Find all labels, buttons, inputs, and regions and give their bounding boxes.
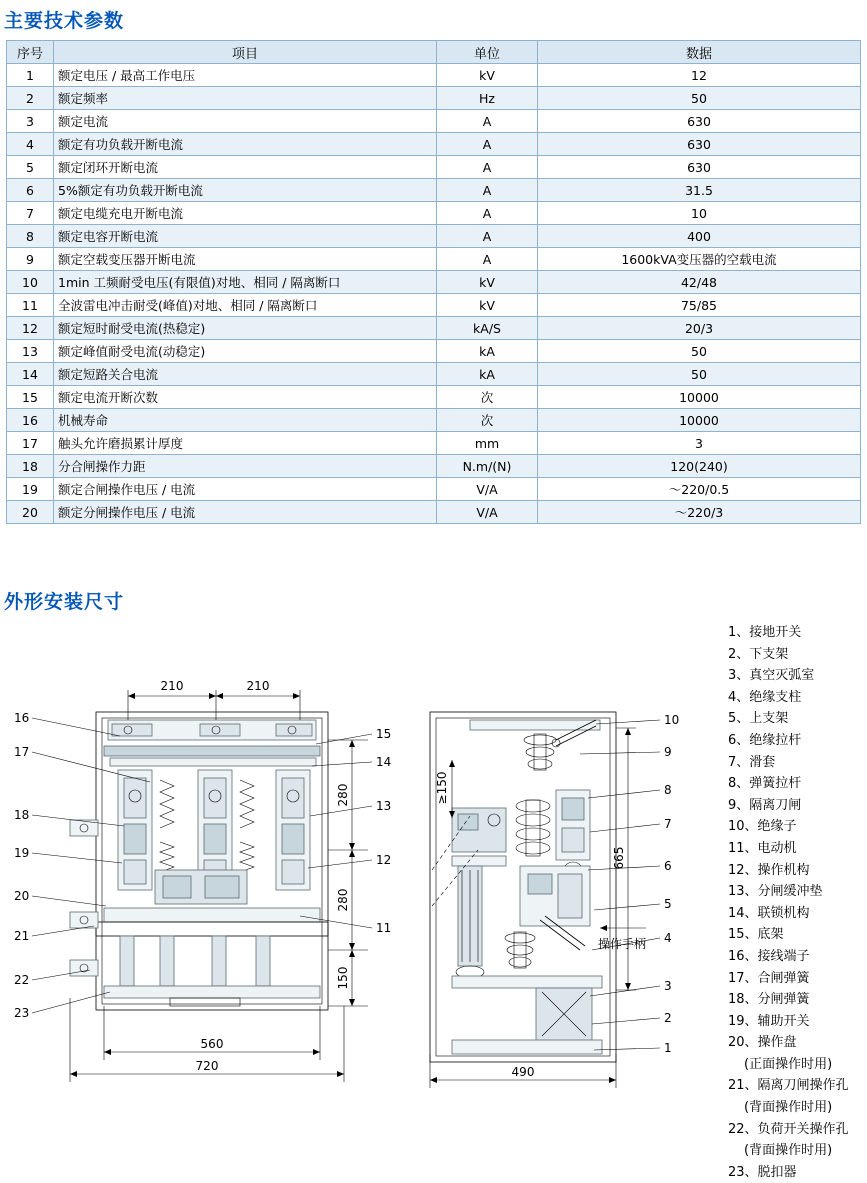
cell-data: 10000	[538, 386, 861, 409]
column-header-data: 数据	[538, 41, 861, 64]
cell-unit: A	[437, 156, 538, 179]
dim-side-width: 490	[511, 1065, 535, 1079]
callout-12: 12	[376, 853, 392, 867]
cell-no: 1	[7, 64, 54, 87]
table-header-row	[7, 41, 861, 64]
legend-item: 3、真空灭弧室	[728, 668, 815, 684]
cell-data: 630	[538, 110, 861, 133]
dim-top-left: 210	[160, 679, 184, 693]
table-row	[7, 409, 861, 432]
legend-item: 10、绝缘子	[728, 819, 797, 835]
cell-data: 1600kVA变压器的空载电流	[538, 248, 861, 271]
cell-item: 额定合闸操作电压 / 电流	[54, 478, 437, 501]
cell-unit: V/A	[437, 478, 538, 501]
dim-right-280-upper: 280	[336, 783, 350, 807]
dim-side-height: 665	[612, 846, 626, 870]
cell-data: 31.5	[538, 179, 861, 202]
callout-11: 11	[376, 921, 392, 935]
legend-list	[728, 622, 867, 1183]
cell-no: 20	[7, 501, 54, 524]
cell-data: 630	[538, 156, 861, 179]
legend-item: 6、绝缘拉杆	[728, 732, 802, 748]
callout-19: 19	[14, 846, 30, 860]
cell-data: 50	[538, 363, 861, 386]
legend-item: 4、绝缘支柱	[728, 689, 802, 705]
table-row	[7, 156, 861, 179]
table-row	[7, 179, 861, 202]
cell-no: 2	[7, 87, 54, 110]
callout-5: 5	[664, 897, 672, 911]
callout-7: 7	[664, 817, 672, 831]
legend-item: 14、联锁机构	[728, 905, 810, 921]
outline-dimension-drawing	[0, 620, 730, 1173]
table-row	[7, 363, 861, 386]
cell-item: 额定闭环开断电流	[54, 156, 437, 179]
callout-13: 13	[376, 799, 392, 813]
legend-item: 18、分闸弹簧	[728, 992, 810, 1008]
legend-item: 16、接线端子	[728, 948, 810, 964]
legend-item: 19、辅助开关	[728, 1013, 810, 1029]
cell-data: 50	[538, 340, 861, 363]
spec-table	[6, 40, 861, 524]
cell-no: 8	[7, 225, 54, 248]
cell-unit: A	[437, 248, 538, 271]
table-row	[7, 317, 861, 340]
cell-no: 10	[7, 271, 54, 294]
cell-data: 50	[538, 87, 861, 110]
cell-data: 〜220/3	[538, 501, 861, 524]
cell-no: 16	[7, 409, 54, 432]
cell-unit: kV	[437, 64, 538, 87]
legend-item-note: (背面操作时用)	[744, 1143, 833, 1159]
cell-item: 额定电流	[54, 110, 437, 133]
cell-unit: V/A	[437, 501, 538, 524]
callout-1: 1	[664, 1041, 672, 1055]
legend-item: 20、操作盘	[728, 1035, 797, 1051]
cell-data: 120(240)	[538, 455, 861, 478]
cell-item: 额定频率	[54, 87, 437, 110]
cell-no: 4	[7, 133, 54, 156]
table-row	[7, 202, 861, 225]
legend-item-note: (正面操作时用)	[744, 1056, 833, 1072]
table-row	[7, 64, 861, 87]
handle-label: 操作手柄	[597, 937, 647, 951]
callout-3: 3	[664, 979, 672, 993]
cell-item: 1min 工频耐受电压(有限值)对地、相同 / 隔离断口	[54, 271, 437, 294]
legend-item-note: (背面操作时用)	[744, 1100, 833, 1116]
callout-9: 9	[664, 745, 672, 759]
table-row	[7, 455, 861, 478]
cell-item: 额定电压 / 最高工作电压	[54, 64, 437, 87]
cell-no: 6	[7, 179, 54, 202]
cell-unit: A	[437, 179, 538, 202]
column-header-unit: 单位	[437, 41, 538, 64]
cell-unit: kV	[437, 271, 538, 294]
dim-bottom-720: 720	[195, 1059, 219, 1073]
table-row	[7, 87, 861, 110]
cell-item: 额定短路关合电流	[54, 363, 437, 386]
legend-item: 2、下支架	[728, 646, 789, 662]
table-row	[7, 478, 861, 501]
callout-18: 18	[14, 808, 30, 822]
cell-no: 9	[7, 248, 54, 271]
cell-item: 额定分闸操作电压 / 电流	[54, 501, 437, 524]
legend-item: 23、脱扣器	[728, 1164, 797, 1180]
cell-no: 18	[7, 455, 54, 478]
cell-no: 17	[7, 432, 54, 455]
table-row	[7, 225, 861, 248]
table-row	[7, 110, 861, 133]
table-row	[7, 248, 861, 271]
cell-data: 75/85	[538, 294, 861, 317]
callout-2: 2	[664, 1011, 672, 1025]
cell-data: 630	[538, 133, 861, 156]
table-row	[7, 501, 861, 524]
cell-data: 20/3	[538, 317, 861, 340]
cell-unit: 次	[437, 409, 538, 432]
cell-item: 额定短时耐受电流(热稳定)	[54, 317, 437, 340]
callout-14: 14	[376, 755, 392, 769]
table-row	[7, 432, 861, 455]
callout-20: 20	[14, 889, 30, 903]
legend-item: 15、底架	[728, 927, 784, 943]
callout-4: 4	[664, 931, 672, 945]
legend-item: 1、接地开关	[728, 625, 802, 640]
cell-data: 〜220/0.5	[538, 478, 861, 501]
cell-item: 全波雷电冲击耐受(峰值)对地、相同 / 隔离断口	[54, 294, 437, 317]
callout-23: 23	[14, 1006, 30, 1020]
table-row	[7, 133, 861, 156]
cell-data: 10000	[538, 409, 861, 432]
callout-8: 8	[664, 783, 672, 797]
legend-item: 21、隔离刀闸操作孔	[728, 1078, 849, 1094]
column-header-no: 序号	[7, 41, 54, 64]
cell-unit: A	[437, 225, 538, 248]
cell-unit: kA/S	[437, 317, 538, 340]
cell-item: 额定电流开断次数	[54, 386, 437, 409]
cell-item: 额定电缆充电开断电流	[54, 202, 437, 225]
cell-item: 额定有功负载开断电流	[54, 133, 437, 156]
cell-no: 7	[7, 202, 54, 225]
legend-item: 22、负荷开关操作孔	[728, 1121, 849, 1137]
table-row	[7, 271, 861, 294]
callout-15: 15	[376, 727, 392, 741]
legend-item: 11、电动机	[728, 840, 797, 856]
cell-data: 42/48	[538, 271, 861, 294]
cell-unit: N.m/(N)	[437, 455, 538, 478]
cell-item: 额定峰值耐受电流(动稳定)	[54, 340, 437, 363]
cell-item: 5%额定有功负载开断电流	[54, 179, 437, 202]
cell-data: 400	[538, 225, 861, 248]
cell-item: 分合闸操作力距	[54, 455, 437, 478]
dim-top-right: 210	[246, 679, 270, 693]
cell-unit: mm	[437, 432, 538, 455]
cell-data: 10	[538, 202, 861, 225]
dim-side-min: ≥150	[435, 771, 449, 805]
cell-no: 12	[7, 317, 54, 340]
column-header-item: 项目	[54, 41, 437, 64]
page-title-parameters: 主要技术参数	[4, 10, 125, 32]
callout-6: 6	[664, 859, 672, 873]
cell-no: 11	[7, 294, 54, 317]
legend-item: 5、上支架	[728, 711, 789, 727]
cell-unit: A	[437, 133, 538, 156]
cell-unit: kA	[437, 363, 538, 386]
cell-data: 3	[538, 432, 861, 455]
cell-item: 触头允许磨损累计厚度	[54, 432, 437, 455]
cell-unit: A	[437, 202, 538, 225]
cell-no: 14	[7, 363, 54, 386]
legend-item: 9、隔离刀闸	[728, 797, 802, 813]
cell-no: 3	[7, 110, 54, 133]
callout-22: 22	[14, 973, 30, 987]
callout-21: 21	[14, 929, 30, 943]
dim-right-150: 150	[336, 966, 350, 990]
legend-item: 7、滑套	[728, 754, 776, 770]
cell-unit: kV	[437, 294, 538, 317]
callout-10: 10	[664, 713, 680, 727]
legend-item: 8、弹簧拉杆	[728, 776, 802, 792]
legend-item: 12、操作机构	[728, 862, 810, 878]
cell-unit: kA	[437, 340, 538, 363]
legend-item: 17、合闸弹簧	[728, 970, 810, 986]
cell-unit: Hz	[437, 87, 538, 110]
cell-unit: A	[437, 110, 538, 133]
callout-17: 17	[14, 745, 30, 759]
cell-no: 5	[7, 156, 54, 179]
table-row	[7, 294, 861, 317]
table-row	[7, 340, 861, 363]
callout-16: 16	[14, 711, 30, 725]
cell-no: 19	[7, 478, 54, 501]
cell-no: 13	[7, 340, 54, 363]
cell-item: 额定电容开断电流	[54, 225, 437, 248]
table-row	[7, 386, 861, 409]
dim-bottom-560: 560	[200, 1037, 224, 1051]
cell-unit: 次	[437, 386, 538, 409]
legend-item: 13、分闸缓冲垫	[728, 884, 823, 900]
page-title-dimensions: 外形安装尺寸	[4, 591, 125, 613]
cell-item: 机械寿命	[54, 409, 437, 432]
cell-item: 额定空载变压器开断电流	[54, 248, 437, 271]
cell-no: 15	[7, 386, 54, 409]
dim-right-280-lower: 280	[336, 888, 350, 912]
cell-data: 12	[538, 64, 861, 87]
